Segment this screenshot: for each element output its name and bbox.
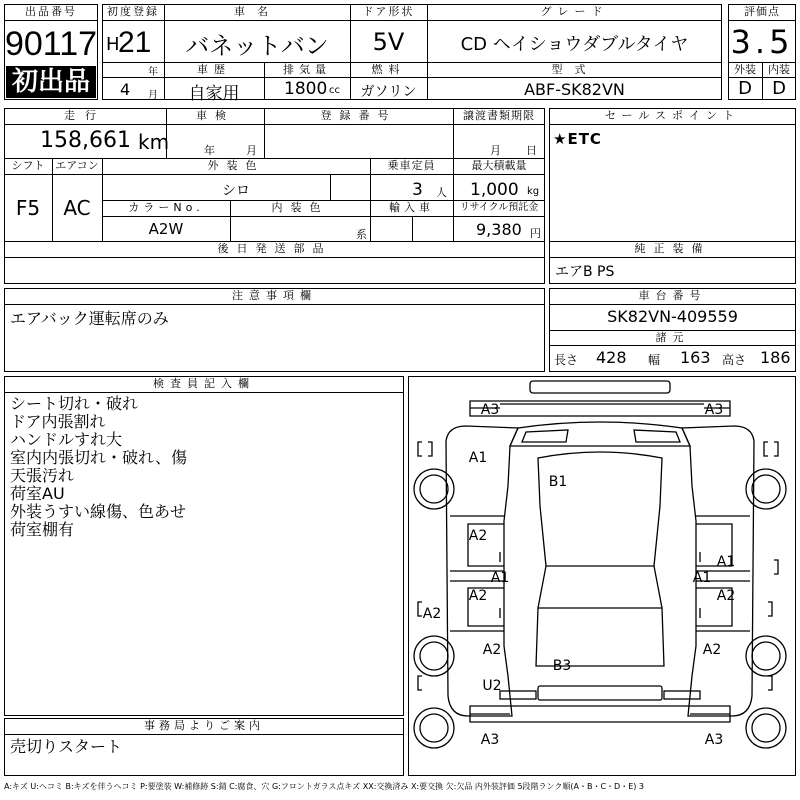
mark-a1-left-sill: A1: [490, 570, 510, 586]
vehicle-damage-diagram: [408, 376, 796, 776]
mark-a2-left-door-front: A2: [468, 528, 488, 544]
ac-label: エアコン: [55, 159, 99, 172]
car-name-label: 車名: [234, 5, 280, 18]
mark-a2-left-door-rear: A2: [468, 588, 488, 604]
int-color-label: 内装色: [271, 201, 329, 214]
inspector-line: ハンドルすれ大: [10, 430, 123, 449]
score-label: 評価点: [744, 5, 780, 18]
max-load-label: 最大積載量: [471, 159, 527, 172]
office-label: 事務局よりご案内: [144, 719, 264, 732]
door-label: ドア形状: [362, 5, 415, 18]
exterior-label: 外装: [734, 63, 756, 76]
mark-a2-right-rear: A2: [702, 642, 722, 658]
inspection-label: 車検: [196, 109, 234, 122]
mileage-label: 走行: [64, 109, 106, 122]
inspector-line: 室内内張切れ・破れ、傷: [10, 448, 187, 467]
cautions-label: 注意事項欄: [232, 289, 317, 302]
int-color-suffix: 系: [356, 228, 367, 241]
sales-points-box: [549, 108, 796, 242]
width-label: 幅: [648, 353, 661, 367]
fuel-label: 燃料: [371, 63, 406, 76]
color-no: A2W: [148, 220, 184, 238]
inspector-line: 荷室棚有: [10, 520, 75, 539]
reg-number-label: 登録番号: [320, 109, 397, 122]
recycle-unit: 円: [530, 227, 541, 240]
model: ABF-SK82VN: [524, 80, 625, 99]
cautions-text: エアバック運転席のみ: [10, 309, 169, 328]
office-text: 売切りスタート: [10, 737, 123, 756]
capacity-unit: 人: [436, 186, 447, 199]
inspector-label: 検査員記入欄: [153, 377, 255, 390]
first-listing-text: 初出品: [11, 67, 90, 97]
sales-points-label: セールスポイント: [604, 109, 740, 122]
genuine-equipment-label: 純正装備: [634, 242, 711, 255]
height: 186: [760, 348, 791, 367]
damage-legend: A:キズ U:ヘコミ B:キズを伴うヘコミ P:要塗装 W:補修跡 S:錆 C:腐食、穴 G:フロントガラス点キズ XX:交換済み X:要交換 欠:欠品 内外装評価 5段階ランク順(A・B・C・D・E) 3: [4, 782, 645, 791]
mileage: 158,661: [40, 128, 131, 153]
height-label: 高さ: [722, 353, 747, 367]
transfer-month-unit: 月: [490, 144, 501, 157]
displacement-label: 排気量: [283, 63, 331, 76]
inspector-line: 天張汚れ: [10, 466, 75, 485]
model-label: 型式: [551, 63, 598, 76]
mark-a1-right-door: A1: [716, 554, 736, 570]
chassis-number: SK82VN-409559: [607, 307, 738, 326]
displacement-unit: cc: [329, 85, 340, 96]
mark-a2-right-door: A2: [716, 588, 736, 604]
recycle-label: リサイクル預託金: [459, 202, 539, 213]
dims-label: 諸元: [655, 331, 690, 344]
transfer-day-unit: 日: [526, 144, 537, 157]
first-reg-year: 21: [118, 26, 152, 59]
inspection-year-unit: 年: [204, 144, 215, 157]
history-label: 車歴: [197, 63, 231, 76]
lot-number-label: 出品番号: [25, 5, 77, 18]
mileage-unit: km: [138, 130, 170, 154]
mark-a2-left-rear: A2: [482, 642, 502, 658]
sales-points-text: ★ETC: [553, 130, 602, 148]
ac: AC: [63, 196, 91, 220]
mark-a3-top-left: A3: [480, 402, 500, 418]
ext-color: シロ: [222, 183, 250, 199]
score: 3.5: [730, 23, 794, 61]
recycle-amount: 9,380: [476, 220, 522, 239]
capacity: 3: [412, 180, 423, 200]
grade: CD ヘイショウダブルタイヤ: [460, 34, 689, 55]
chassis-label: 車台番号: [638, 289, 707, 302]
mark-b3-rear-roof: B3: [552, 658, 572, 674]
shift: F5: [15, 196, 41, 220]
length-label: 長さ: [554, 353, 579, 367]
year-unit: 年: [148, 67, 158, 78]
inspector-line: ドア内張割れ: [10, 412, 106, 431]
grade-label: グレード: [540, 5, 609, 18]
max-load-unit: kg: [527, 186, 540, 197]
fuel: ガソリン: [360, 84, 417, 100]
first-reg-month: 4: [120, 80, 131, 99]
car-name: バネットバン: [185, 32, 329, 60]
ext-color-label: 外装色: [207, 159, 265, 172]
interior-label: 内装: [768, 63, 790, 76]
era: H: [106, 34, 120, 55]
color-no-label: カラーNo.: [128, 201, 204, 214]
mark-a3-bottom-left: A3: [480, 732, 500, 748]
mark-b1-roof: B1: [548, 474, 568, 490]
inspector-line: シート切れ・破れ: [10, 394, 139, 413]
month-unit: 月: [148, 90, 158, 101]
mark-u2-rear: U2: [482, 678, 502, 694]
mark-a3-bottom-right: A3: [704, 732, 724, 748]
mark-a1-front-left: A1: [468, 450, 488, 466]
max-load: 1,000: [470, 180, 519, 200]
later-parts-label: 後日発送部品: [217, 242, 332, 255]
interior-grade: D: [772, 78, 786, 99]
capacity-label: 乗車定員: [387, 159, 436, 172]
inspection-month-unit: 月: [246, 144, 257, 157]
mark-a1-right-sill: A1: [692, 570, 712, 586]
mark-a2-left-quarter: A2: [422, 606, 442, 622]
inspector-line: 外装うすい線傷、色あせ: [10, 502, 187, 521]
import-label: 輸入車: [389, 201, 434, 214]
first-reg-label: 初度登録: [107, 5, 159, 18]
history: 自家用: [188, 84, 240, 104]
shift-label: シフト: [11, 159, 45, 172]
inspector-line: 荷室AU: [10, 484, 65, 503]
door-type: 5V: [372, 28, 405, 56]
genuine-equipment-text: エアB PS: [555, 264, 615, 280]
lot-number: 90117: [4, 25, 98, 63]
length: 428: [596, 348, 627, 367]
width: 163: [680, 348, 711, 367]
displacement: 1800: [284, 79, 328, 99]
exterior-grade: D: [738, 78, 752, 99]
transfer-deadline-label: 譲渡書類期限: [463, 109, 535, 122]
mark-a3-top-right: A3: [704, 402, 724, 418]
